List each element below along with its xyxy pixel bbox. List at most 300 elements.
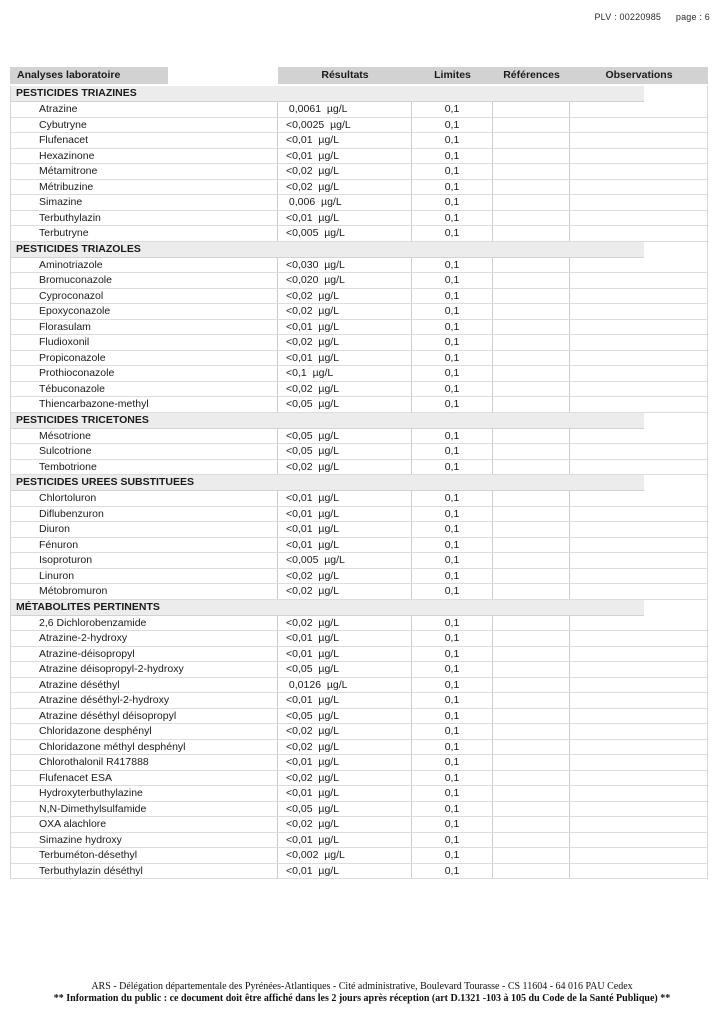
section-header [11,475,644,491]
parameter-name-cell [11,118,277,133]
observation-cell [569,226,707,241]
limit-cell [411,833,492,848]
limit-cell [411,507,492,522]
limit-cell [411,771,492,786]
parameter-name-cell [11,693,277,708]
parameter-name: Terbutryne [39,227,89,240]
result-cell [277,662,411,677]
table-row [11,631,707,647]
limit-value: 0,1 [444,538,460,551]
table-row [11,817,707,833]
parameter-name-cell [11,522,277,537]
parameter-name: Prothioconazole [39,367,115,380]
result-cell [277,180,411,195]
observation-cell [569,848,707,863]
reference-cell [492,522,569,537]
limit-value: 0,1 [444,833,460,846]
table-row [11,273,707,289]
reference-cell [492,335,569,350]
limit-value: 0,1 [444,756,460,769]
parameter-name-cell [11,647,277,662]
parameter-name: Métribuzine [39,180,94,193]
table-row [11,864,707,880]
parameter-name: Thiencarbazone-methyl [39,398,149,411]
reference-cell [492,553,569,568]
observation-cell [569,569,707,584]
table-body [10,86,708,879]
observation-cell [569,724,707,739]
table-row [11,149,707,165]
reference-cell [492,211,569,226]
column-header-resultats: Résultats [321,69,369,81]
result-cell [277,740,411,755]
reference-cell [492,226,569,241]
limit-cell [411,164,492,179]
table-row [11,366,707,382]
limit-cell [411,429,492,444]
reference-cell [492,382,569,397]
result-cell [277,102,411,117]
limit-value: 0,1 [444,740,460,753]
table-row [11,584,707,600]
parameter-name: Chlorothalonil R417888 [39,756,149,769]
parameter-name-cell [11,755,277,770]
result-cell [277,397,411,412]
result-cell [277,817,411,832]
limit-cell [411,569,492,584]
parameter-name-cell [11,211,277,226]
result-cell [277,460,411,475]
limit-value: 0,1 [444,554,460,567]
limit-cell [411,273,492,288]
limit-cell [411,149,492,164]
limit-value: 0,1 [444,802,460,815]
result-value: <0,005 µg/L [286,227,345,240]
parameter-name-cell [11,304,277,319]
limit-cell [411,802,492,817]
section-header-label: PESTICIDES TRIAZINES [16,87,137,99]
result-value: <0,01 µg/L [286,694,340,707]
result-value: <0,02 µg/L [286,382,340,395]
result-value: <0,01 µg/L [286,523,340,536]
result-cell [277,584,411,599]
result-value: <0,05 µg/L [286,663,340,676]
observation-cell [569,522,707,537]
result-cell [277,833,411,848]
parameter-name-cell [11,258,277,273]
result-cell [277,786,411,801]
result-value: <0,0025 µg/L [286,118,351,131]
reference-cell [492,817,569,832]
reference-cell [492,164,569,179]
parameter-name: N,N-Dimethylsulfamide [39,802,147,815]
section-header [11,242,644,258]
parameter-name: Flufenacet ESA [39,771,112,784]
parameter-name-cell [11,289,277,304]
limit-cell [411,538,492,553]
reference-cell [492,538,569,553]
limit-cell [411,755,492,770]
parameter-name-cell [11,709,277,724]
result-cell [277,631,411,646]
result-cell [277,647,411,662]
parameter-name: Terbuthylazin déséthyl [39,864,143,877]
analyses-table [10,67,708,879]
limit-cell [411,647,492,662]
table-row [11,538,707,554]
observation-cell [569,460,707,475]
parameter-name-cell [11,460,277,475]
result-value: <0,030 µg/L [286,258,345,271]
parameter-name: Terbuthylazin [39,211,101,224]
result-cell [277,226,411,241]
reference-cell [492,149,569,164]
parameter-name-cell [11,226,277,241]
result-value: <0,02 µg/L [286,585,340,598]
limit-value: 0,1 [444,523,460,536]
limit-value: 0,1 [444,429,460,442]
reference-cell [492,102,569,117]
limit-value: 0,1 [444,305,460,318]
reference-cell [492,569,569,584]
reference-cell [492,273,569,288]
column-header-limites: Limites [434,69,471,81]
parameter-name: Mésotrione [39,429,91,442]
limit-value: 0,1 [444,849,460,862]
result-value: <0,02 µg/L [286,771,340,784]
result-cell [277,429,411,444]
parameter-name: 2,6 Dichlorobenzamide [39,616,147,629]
table-row [11,211,707,227]
parameter-name: Sulcotrione [39,445,92,458]
parameter-name: Florasulam [39,320,91,333]
table-row [11,258,707,274]
result-value: <0,01 µg/L [286,632,340,645]
result-cell [277,133,411,148]
reference-cell [492,289,569,304]
limit-value: 0,1 [444,492,460,505]
limit-cell [411,102,492,117]
reference-cell [492,491,569,506]
reference-cell [492,709,569,724]
result-value: <0,02 µg/L [286,289,340,302]
parameter-name-cell [11,149,277,164]
reference-cell [492,507,569,522]
result-value: <0,02 µg/L [286,569,340,582]
limit-value: 0,1 [444,694,460,707]
result-value: <0,05 µg/L [286,429,340,442]
table-row [11,460,707,476]
result-value: <0,1 µg/L [286,367,334,380]
parameter-name-cell [11,507,277,522]
result-cell [277,709,411,724]
reference-cell [492,195,569,210]
limit-cell [411,709,492,724]
limit-value: 0,1 [444,771,460,784]
result-cell [277,616,411,631]
reference-cell [492,429,569,444]
observation-cell [569,273,707,288]
parameter-name: Bromuconazole [39,274,112,287]
parameter-name-cell [11,273,277,288]
limit-cell [411,616,492,631]
reference-cell [492,444,569,459]
parameter-name-cell [11,320,277,335]
table-row [11,724,707,740]
limit-value: 0,1 [444,569,460,582]
parameter-name-cell [11,397,277,412]
page-id-header [582,12,710,22]
result-cell [277,553,411,568]
parameter-name-cell [11,616,277,631]
limit-value: 0,1 [444,227,460,240]
limit-value: 0,1 [444,460,460,473]
table-row [11,802,707,818]
table-header-strip [278,67,708,84]
section-header-label: MÉTABOLITES PERTINENTS [16,600,160,613]
table-row [11,678,707,694]
parameter-name-cell [11,382,277,397]
result-value: <0,05 µg/L [286,445,340,458]
table-row [11,382,707,398]
limit-value: 0,1 [444,632,460,645]
parameter-name-cell [11,724,277,739]
parameter-name-cell [11,429,277,444]
table-row [11,226,707,242]
limit-cell [411,118,492,133]
parameter-name: Isoproturon [39,554,93,567]
table-row [11,553,707,569]
result-cell [277,164,411,179]
table-header-row [10,67,708,84]
result-value: <0,01 µg/L [286,134,340,147]
observation-cell [569,507,707,522]
table-row [11,304,707,320]
reference-cell [492,304,569,319]
observation-cell [569,444,707,459]
section-header [11,600,644,616]
section-header [11,413,644,429]
table-row [11,662,707,678]
result-value: <0,02 µg/L [286,336,340,349]
parameter-name-cell [11,848,277,863]
parameter-name: Atrazine-déisopropyl [39,647,135,660]
observation-cell [569,320,707,335]
table-row [11,195,707,211]
limit-value: 0,1 [444,367,460,380]
table-row [11,429,707,445]
result-value: <0,02 µg/L [286,725,340,738]
table-row [11,164,707,180]
limit-cell [411,226,492,241]
parameter-name: Atrazine déséthyl-2-hydroxy [39,694,170,707]
table-row [11,848,707,864]
limit-cell [411,133,492,148]
observation-cell [569,289,707,304]
reference-cell [492,864,569,879]
limit-cell [411,460,492,475]
parameter-name: Fénuron [39,538,79,551]
limit-cell [411,864,492,879]
observation-cell [569,429,707,444]
result-value: <0,02 µg/L [286,460,340,473]
limit-cell [411,211,492,226]
observation-cell [569,833,707,848]
table-row [11,289,707,305]
limit-value: 0,1 [444,398,460,411]
result-cell [277,444,411,459]
observation-cell [569,211,707,226]
result-value: <0,01 µg/L [286,507,340,520]
parameter-name: Diuron [39,523,70,536]
parameter-name-cell [11,444,277,459]
limit-value: 0,1 [444,258,460,271]
result-cell [277,149,411,164]
page-footer [0,981,724,1005]
footer-address: ARS - Délégation départementale des Pyrénées-Atlantiques - Cité administrative, Boulevard Tourasse - CS 11604 - 64 016 PAU Cedex [91,981,633,992]
limit-cell [411,553,492,568]
reference-cell [492,755,569,770]
limit-cell [411,786,492,801]
limit-cell [411,366,492,381]
observation-cell [569,755,707,770]
result-cell [277,522,411,537]
table-row [11,709,707,725]
parameter-name-cell [11,631,277,646]
limit-value: 0,1 [444,289,460,302]
limit-cell [411,180,492,195]
observation-cell [569,538,707,553]
observation-cell [569,258,707,273]
limit-cell [411,195,492,210]
parameter-name-cell [11,802,277,817]
table-row [11,693,707,709]
result-value: <0,02 µg/L [286,165,340,178]
parameter-name: Cybutryne [39,118,87,131]
parameter-name: Atrazine déisopropyl-2-hydroxy [39,663,184,676]
observation-cell [569,740,707,755]
table-row [11,507,707,523]
result-cell [277,304,411,319]
limit-value: 0,1 [444,149,460,162]
result-cell [277,273,411,288]
result-value: <0,01 µg/L [286,492,340,505]
limit-cell [411,848,492,863]
reference-cell [492,833,569,848]
result-cell [277,258,411,273]
footer-public-notice: ** Information du public : ce document doit être affiché dans les 2 jours après réception (art D.1321 -103 à 105 du Code de la Santé Publique) ** [53,993,671,1004]
parameter-name: Fludioxonil [39,336,90,349]
result-value: <0,05 µg/L [286,709,340,722]
table-row [11,118,707,134]
limit-cell [411,724,492,739]
observation-cell [569,149,707,164]
table-row [11,569,707,585]
reference-cell [492,631,569,646]
result-value: <0,05 µg/L [286,398,340,411]
limit-value: 0,1 [444,864,460,877]
result-cell [277,755,411,770]
parameter-name-cell [11,133,277,148]
observation-cell [569,351,707,366]
limit-value: 0,1 [444,445,460,458]
limit-cell [411,678,492,693]
result-value: <0,05 µg/L [286,802,340,815]
result-value: <0,01 µg/L [286,864,340,877]
limit-value: 0,1 [444,787,460,800]
limit-cell [411,397,492,412]
table-row [11,397,707,413]
limit-cell [411,491,492,506]
section-header-label: PESTICIDES UREES SUBSTITUEES [16,476,194,488]
parameter-name-cell [11,771,277,786]
limit-cell [411,258,492,273]
table-row [11,180,707,196]
table-row [11,133,707,149]
reference-cell [492,584,569,599]
parameter-name: Aminotriazole [39,258,103,271]
result-cell [277,569,411,584]
observation-cell [569,802,707,817]
result-value: <0,02 µg/L [286,740,340,753]
table-row [11,491,707,507]
parameter-name-cell [11,195,277,210]
limit-cell [411,304,492,319]
parameter-name: Atrazine [39,103,78,116]
parameter-name-cell [11,538,277,553]
result-cell [277,366,411,381]
parameter-name: Terbuméton-désethyl [39,849,138,862]
limit-value: 0,1 [444,211,460,224]
reference-cell [492,180,569,195]
reference-cell [492,786,569,801]
reference-cell [492,133,569,148]
parameter-name: Chlortoluron [39,492,97,505]
result-value: <0,01 µg/L [286,538,340,551]
limit-cell [411,444,492,459]
result-value: <0,02 µg/L [286,818,340,831]
result-cell [277,320,411,335]
parameter-name-cell [11,786,277,801]
parameter-name: OXA alachlore [39,818,107,831]
limit-value: 0,1 [444,507,460,520]
result-value: <0,02 µg/L [286,616,340,629]
reference-cell [492,460,569,475]
parameter-name: Cyproconazol [39,289,104,302]
table-row [11,616,707,632]
parameter-name-cell [11,553,277,568]
result-cell [277,724,411,739]
result-value: <0,002 µg/L [286,849,345,862]
limit-value: 0,1 [444,336,460,349]
result-cell [277,538,411,553]
section-header [11,86,644,102]
limit-cell [411,693,492,708]
table-row [11,444,707,460]
table-row [11,833,707,849]
limit-cell [411,817,492,832]
parameter-name: Simazine [39,196,83,209]
limit-value: 0,1 [444,165,460,178]
observation-cell [569,366,707,381]
limit-value: 0,1 [444,320,460,333]
reference-cell [492,740,569,755]
parameter-name-cell [11,180,277,195]
parameter-name: Atrazine déséthyl déisopropyl [39,709,177,722]
observation-cell [569,133,707,148]
parameter-name: Chloridazone méthyl desphényl [39,740,186,753]
parameter-name-cell [11,569,277,584]
